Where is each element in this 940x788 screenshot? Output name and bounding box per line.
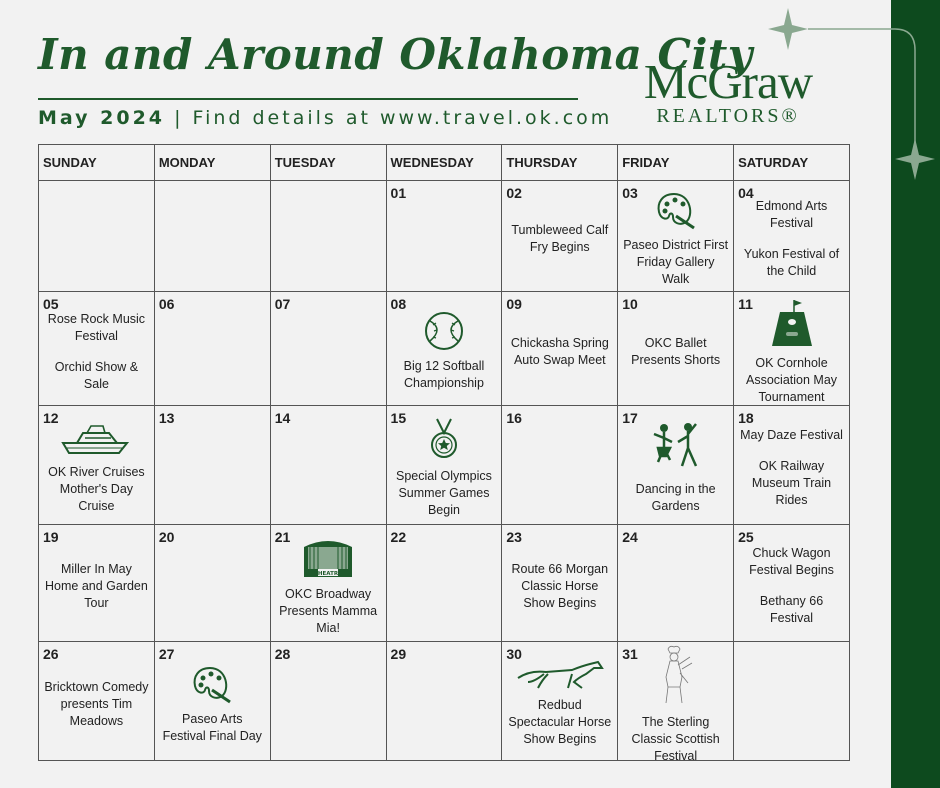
event-text: Rose Rock Music Festival [47, 311, 146, 343]
day-cell [270, 406, 386, 525]
day-events [734, 406, 849, 524]
day-number: 14 [274, 410, 291, 426]
boat-icon [61, 421, 131, 462]
day-cell [734, 406, 850, 525]
day-events [271, 525, 386, 641]
day-events [271, 292, 386, 405]
day-events [618, 525, 733, 641]
week-row [39, 642, 850, 761]
event-text: Miller In May Home and Garden Tour [45, 561, 148, 610]
empty-cell [734, 642, 850, 761]
medal-icon [429, 417, 459, 466]
day-cell [502, 642, 618, 761]
day-number: 21 [274, 529, 291, 545]
day-cell [618, 181, 734, 292]
event-text: Yukon Festival of the Child [743, 247, 840, 278]
day-events [502, 406, 617, 524]
day-cell [734, 525, 850, 642]
event-text: OK Cornhole Association May Tournament [746, 355, 838, 404]
palette-icon [654, 190, 698, 235]
day-cell [502, 525, 618, 642]
month-label: May 2024 [38, 107, 166, 129]
day-cell [386, 525, 502, 642]
event-text: May Daze Festival [740, 428, 843, 442]
day-number: 07 [274, 296, 291, 312]
day-cell [618, 525, 734, 642]
event-text: Chickasha Spring Auto Swap Meet [510, 335, 609, 367]
day-number: 19 [43, 529, 59, 545]
event-text: OKC Ballet Presents Shorts [631, 335, 721, 367]
week-row [39, 525, 850, 642]
subtitle [38, 107, 612, 129]
day-cell [618, 406, 734, 525]
weekday-monday: MONDAY [154, 145, 270, 181]
day-number: 18 [738, 410, 754, 426]
day-events [618, 181, 733, 291]
day-cell [386, 181, 502, 292]
day-number: 24 [622, 529, 638, 545]
day-events [618, 642, 733, 763]
day-events [618, 406, 733, 524]
day-events [155, 292, 270, 405]
day-cell [502, 181, 618, 292]
event-text: OK Railway Museum Train Rides [751, 459, 832, 507]
weekday-thursday: THURSDAY [502, 145, 618, 181]
event-text: Bricktown Comedy presents Tim Meadows [44, 679, 149, 728]
day-cell [270, 292, 386, 406]
event-text: OKC Broadway Presents Mamma Mia! [279, 587, 378, 635]
day-number: 27 [158, 646, 175, 662]
week-row [39, 406, 850, 525]
day-events [155, 525, 270, 641]
day-number: 30 [506, 646, 522, 662]
day-number: 13 [158, 410, 175, 426]
day-cell [618, 642, 734, 761]
day-number: 16 [506, 410, 522, 426]
brand-name: McGraw [643, 54, 813, 109]
event-text: Paseo District First Friday Gallery Walk [623, 238, 729, 286]
week-row [39, 181, 850, 292]
weekday-sunday: SUNDAY [39, 145, 155, 181]
day-events [734, 181, 849, 291]
event-text: Orchid Show & Sale [54, 359, 139, 391]
day-cell [386, 292, 502, 406]
details-text: Find details at www.travel.ok.com [192, 107, 613, 129]
day-cell [39, 642, 155, 761]
event-text: Special Olympics Summer Games Begin [396, 469, 492, 517]
day-cell [270, 525, 386, 642]
day-events [39, 292, 154, 405]
day-number: 09 [506, 296, 522, 312]
week-row [39, 292, 850, 406]
day-events [502, 525, 617, 641]
day-number: 22 [390, 529, 407, 545]
day-events [39, 642, 154, 760]
day-cell [270, 642, 386, 761]
title-underline [38, 98, 578, 100]
event-text: Dancing in the Gardens [635, 481, 716, 513]
day-number: 25 [738, 529, 754, 545]
cornhole-icon [768, 298, 816, 353]
day-number: 26 [43, 646, 59, 662]
day-events [387, 292, 502, 405]
brand-logo [628, 54, 828, 127]
day-number: 03 [622, 185, 638, 201]
event-text: Route 66 Morgan Classic Horse Show Begins [511, 561, 609, 610]
day-cell [154, 642, 270, 761]
day-cell [39, 406, 155, 525]
day-number: 06 [158, 296, 175, 312]
day-number: 02 [506, 185, 522, 201]
day-number: 20 [158, 529, 175, 545]
brand-sub: REALTORS® [656, 105, 800, 127]
day-events [502, 292, 617, 405]
theatre-icon [302, 535, 354, 584]
weekday-wednesday: WEDNESDAY [386, 145, 502, 181]
empty-cell [270, 181, 386, 292]
calendar-table [38, 144, 850, 761]
day-cell [734, 181, 850, 292]
day-cell [154, 525, 270, 642]
day-events [502, 642, 617, 760]
event-text: Chuck Wagon Festival Begins [749, 546, 834, 577]
weekday-friday: FRIDAY [618, 145, 734, 181]
event-text: Paseo Arts Festival Final Day [162, 711, 262, 743]
day-events [39, 525, 154, 641]
day-number: 31 [622, 646, 638, 662]
day-number: 23 [506, 529, 522, 545]
day-number: 10 [622, 296, 638, 312]
event-text: Big 12 Softball Championship [403, 359, 485, 390]
dancers-icon [650, 422, 702, 479]
weekday-tuesday: TUESDAY [270, 145, 386, 181]
day-number: 01 [390, 185, 407, 201]
empty-cell [39, 181, 155, 292]
day-cell [39, 292, 155, 406]
weekday-header-row [39, 145, 850, 181]
day-cell [734, 292, 850, 406]
day-number: 17 [622, 410, 638, 426]
day-events [271, 406, 386, 524]
day-events [734, 525, 849, 641]
day-cell [618, 292, 734, 406]
softball-icon [424, 311, 464, 356]
day-events [39, 406, 154, 524]
day-number: 11 [738, 296, 753, 312]
day-events [155, 406, 270, 524]
event-text: Redbud Spectacular Horse Show Begins [508, 698, 612, 746]
day-cell [154, 406, 270, 525]
bagpiper-icon [656, 643, 696, 712]
day-number: 04 [738, 185, 754, 201]
day-events [387, 406, 502, 524]
day-number: 15 [390, 410, 407, 426]
day-events [387, 181, 502, 291]
event-text: OK River Cruises Mother's Day Cruise [48, 465, 145, 513]
day-cell [386, 406, 502, 525]
event-text: Tumbleweed Calf Fry Begins [511, 223, 609, 254]
page-title: In and Around Oklahoma City [38, 30, 753, 79]
event-text: Bethany 66 Festival [759, 594, 824, 625]
day-cell [502, 292, 618, 406]
separator: | [174, 107, 184, 129]
day-number: 29 [390, 646, 407, 662]
day-cell [39, 525, 155, 642]
day-number: 08 [390, 296, 407, 312]
day-cell [154, 292, 270, 406]
day-events [155, 642, 270, 760]
weekday-saturday: SATURDAY [734, 145, 850, 181]
day-cell [386, 642, 502, 761]
event-text: The Sterling Classic Scottish Festival [631, 715, 720, 763]
day-events [502, 181, 617, 291]
day-events [387, 642, 502, 760]
horse-icon [516, 660, 604, 695]
day-events [387, 525, 502, 641]
day-events [734, 292, 849, 405]
day-number: 05 [43, 296, 59, 312]
day-events [618, 292, 733, 405]
day-number: 12 [43, 410, 59, 426]
day-number: 28 [274, 646, 291, 662]
event-text: Edmond Arts Festival [755, 199, 828, 230]
palette-icon [190, 664, 234, 709]
day-events [271, 642, 386, 760]
day-cell [502, 406, 618, 525]
theatre-sign-text: THEATRE [314, 571, 342, 577]
empty-cell [154, 181, 270, 292]
